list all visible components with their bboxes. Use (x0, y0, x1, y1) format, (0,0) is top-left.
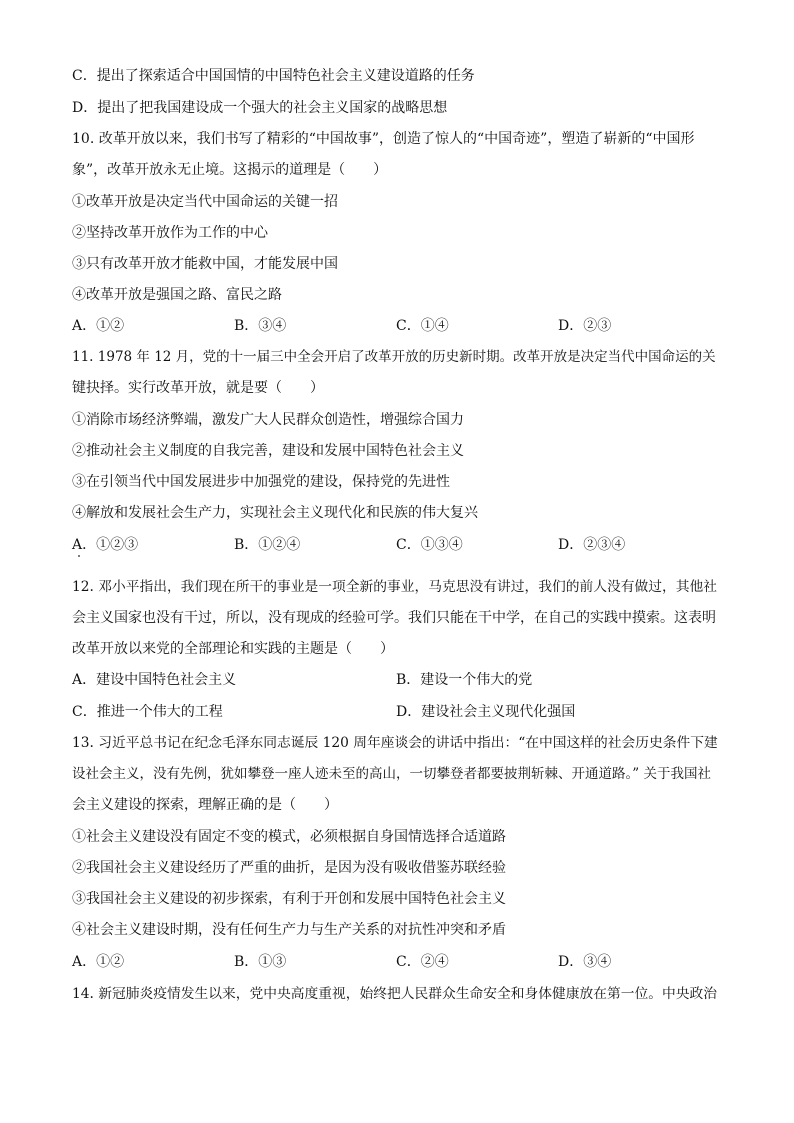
q10-option-d: D．②③ (558, 318, 612, 334)
q13-options (72, 952, 722, 972)
q14-stem-line-1: 14. 新冠肺炎疫情发生以来，党中央高度重视，始终把人民群众生命安全和身体健康放在第一位。中央政治 (72, 986, 717, 1002)
q12-option-d: D．建设社会主义现代化强国 (396, 704, 576, 720)
q10-stem-line-2: 象”，改革开放永无止境。这揭示的道理是（ ） (72, 162, 388, 178)
q10-statement-2: ②坚持改革开放作为工作的中心 (72, 225, 268, 241)
q12-options-row-1 (72, 670, 722, 690)
q12-option-c: C．推进一个伟大的工程 (72, 704, 223, 720)
q10-option-c: C．①④ (396, 318, 449, 334)
q11-option-d: D．②③④ (558, 537, 626, 553)
q10-stem-line-1: 10. 改革开放以来，我们书写了精彩的“中国故事”，创造了惊人的“中国奇迹”，塑造了崭新的“中国形 (72, 131, 695, 147)
q12-option-b: B．建设一个伟大的党 (396, 672, 533, 688)
q12-option-a: A．建设中国特色社会主义 (72, 672, 237, 688)
q13-statement-3: ③我国社会主义建设的初步探索，有利于开创和发展中国特色社会主义 (72, 891, 506, 907)
q11-stem-line-2: 键抉择。实行改革开放，就是要（ ） (72, 380, 324, 396)
q10-option-b: B．③④ (234, 318, 287, 334)
q13-option-a: A．①② (72, 954, 125, 970)
q13-option-d: D．③④ (558, 954, 612, 970)
q11-options (72, 535, 722, 555)
q9-option-c: C．提出了探索适合中国国情的中国特色社会主义建设道路的任务 (72, 68, 475, 84)
q9-option-d: D．提出了把我国建设成一个强大的社会主义国家的战略思想 (72, 100, 448, 116)
q13-option-c: C．②④ (396, 954, 449, 970)
q10-statement-3: ③只有改革开放才能救中国，才能发展中国 (72, 256, 338, 272)
q13-stem-line-2: 设社会主义，没有先例，犹如攀登一座人迹未至的高山，一切攀登者都要披荆斩棘、开通道路。” 关于我国社 (72, 766, 711, 782)
q13-statement-1: ①社会主义建设没有固定不变的模式，必须根据自身国情选择合适道路 (72, 829, 506, 845)
q11-option-a: A．①②③ (72, 537, 139, 553)
q11-statement-2: ②推动社会主义制度的自我完善，建设和发展中国特色社会主义 (72, 443, 464, 459)
q12-stem-line-1: 12. 邓小平指出，我们现在所干的事业是一项全新的事业，马克思没有讲过，我们的前人没有做过，其他社 (72, 579, 717, 595)
q10-statement-4: ④改革开放是强国之路、富民之路 (72, 287, 282, 303)
q11-statement-4: ④解放和发展社会生产力，实现社会主义现代化和民族的伟大复兴 (72, 505, 478, 521)
q10-option-a: A．①② (72, 318, 125, 334)
q10-statement-1: ①改革开放是决定当代中国命运的关键一招 (72, 194, 338, 210)
q13-option-b: B．①③ (234, 954, 287, 970)
q12-options-row-2 (72, 702, 722, 722)
q11-option-c: C．①③④ (396, 537, 463, 553)
q12-stem-line-3: 改革开放以来党的全部理论和实践的主题是（ ） (72, 641, 394, 657)
q11-option-b: B．①②④ (234, 537, 301, 553)
q13-statement-2: ②我国社会主义建设经历了严重的曲折，是因为没有吸收借鉴苏联经验 (72, 860, 506, 876)
stray-dot (78, 555, 80, 557)
q13-statement-4: ④社会主义建设时期，没有任何生产力与生产关系的对抗性冲突和矛盾 (72, 922, 506, 938)
q11-stem-line-1: 11. 1978 年 12 月，党的十一届三中全会开启了改革开放的历史新时期。改革开放是决定当代中国命运的关 (72, 349, 716, 365)
q10-options (72, 316, 722, 336)
q11-statement-1: ①消除市场经济弊端，激发广大人民群众创造性，增强综合国力 (72, 412, 464, 428)
q13-stem-line-1: 13. 习近平总书记在纪念毛泽东同志诞辰 120 周年座谈会的讲话中指出：“在中国这样的社会历史条件下建 (72, 735, 718, 751)
q11-statement-3: ③在引领当代中国发展进步中加强党的建设，保持党的先进性 (72, 474, 450, 490)
q13-stem-line-3: 会主义建设的探索，理解正确的是（ ） (72, 797, 338, 813)
q12-stem-line-2: 会主义国家也没有干过，所以，没有现成的经验可学。我们只能在干中学，在自己的实践中摸索。这表明 (72, 610, 716, 626)
